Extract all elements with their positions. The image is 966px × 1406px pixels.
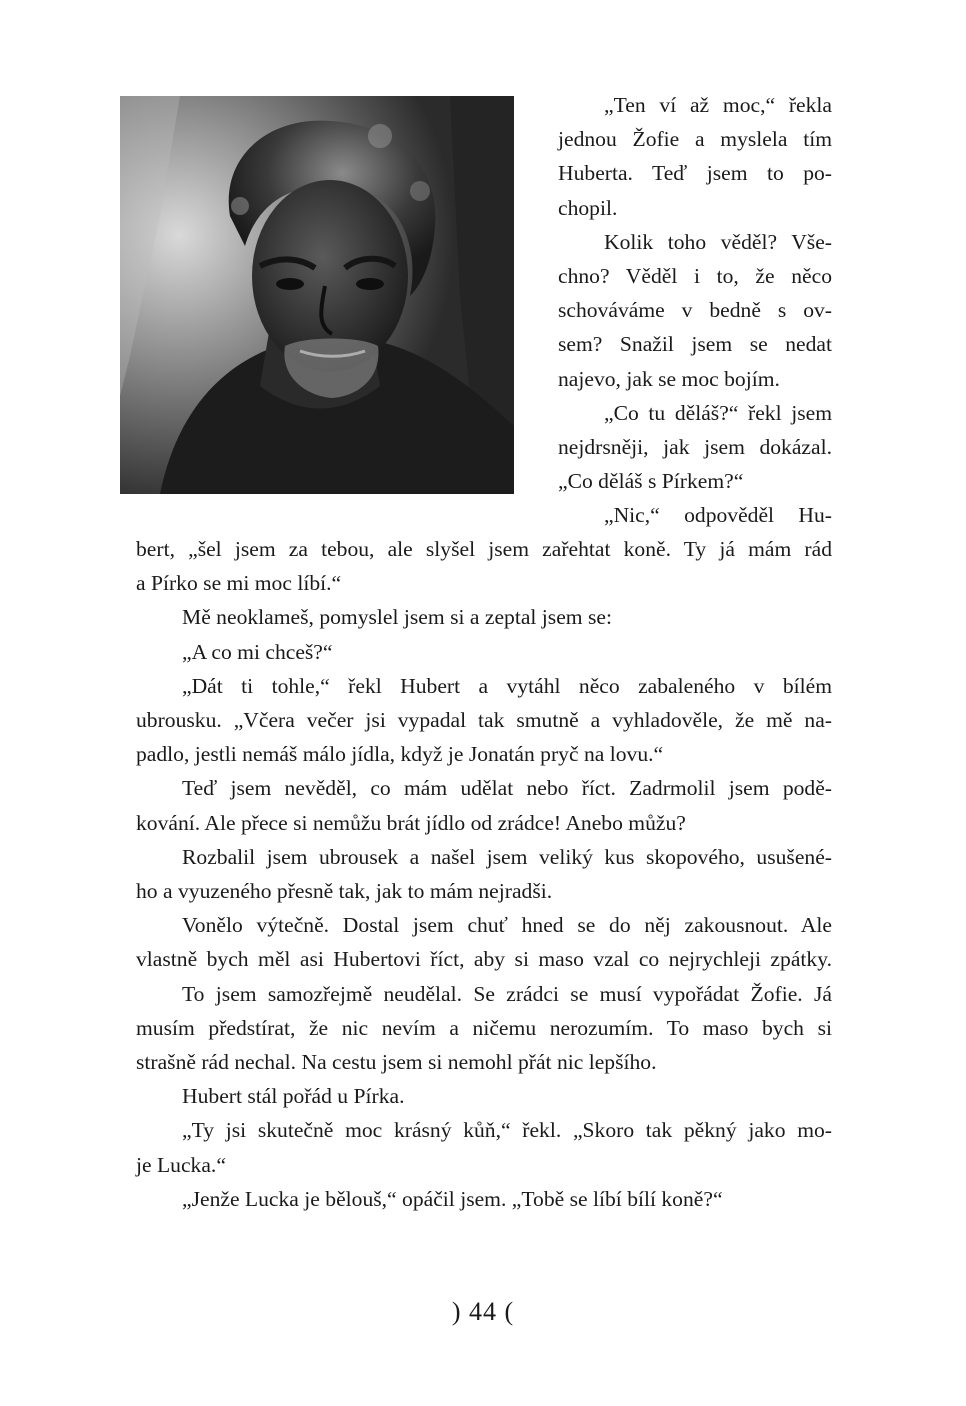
text-line: Huberta. Teď jsem to po- (558, 161, 832, 186)
text-line: Mě neoklameš, pomyslel jsem si a zeptal jsem se: (182, 605, 612, 630)
text-line: strašně rád nechal. Na cestu jsem si nemohl přát nic lepšího. (136, 1050, 657, 1075)
text-line: Rozbalil jsem ubrousek a našel jsem veliký kus skopového, usušené- (182, 844, 832, 869)
text-line: chno? Věděl i to, že něco (558, 264, 832, 289)
text-line: Vonělo výtečně. Dostal jsem chuť hned se do něj zakousnout. Ale (182, 913, 832, 938)
text-line: „A co mi chceš?“ (182, 639, 333, 664)
side-column-text (558, 88, 832, 533)
text-line: „Jenže Lucka je bělouš,“ opáčil jsem. „Tobě se líbí bílí koně?“ (182, 1186, 723, 1211)
text-line: je Lucka.“ (136, 1152, 226, 1177)
text-line: a Pírko se mi moc líbí.“ (136, 571, 342, 596)
text-line: vlastně bych měl asi Hubertovi říct, aby si maso vzal co nejrychleji zpátky. (136, 947, 832, 972)
text-line: ho a vyuzeného přesně tak, jak to mám nejradši. (136, 879, 553, 904)
text-line: sem? Snažil jsem se nedat (558, 332, 832, 357)
portrait-of-bearded-man-icon (120, 96, 514, 494)
text-line: To jsem samozřejmě neudělal. Se zrádci se musí vypořádat Žofie. Já (182, 981, 832, 1006)
text-line: „Co děláš s Pírkem?“ (558, 469, 744, 494)
text-line: chopil. (558, 195, 618, 220)
text-line: nejdrsněji, jak jsem dokázal. (558, 435, 832, 460)
text-line: jednou Žofie a myslela tím (558, 127, 832, 152)
text-line: musím předstírat, že nic nevím a ničemu nerozumím. To maso bych si (136, 1015, 832, 1040)
text-line: „Ty jsi skutečně moc krásný kůň,“ řekl. „Skoro tak pěkný jako mo- (182, 1118, 832, 1143)
text-line: Teď jsem nevěděl, co mám udělat nebo říct. Zadrmolil jsem podě- (182, 776, 832, 801)
text-line: bert, „šel jsem za tebou, ale slyšel jsem zařehtat koně. Ty já mám rád (136, 537, 832, 561)
text-line: Hubert stál pořád u Pírka. (182, 1084, 405, 1109)
text-line: padlo, jestli nemáš málo jídla, když je Jonatán pryč na lovu.“ (136, 742, 664, 767)
body-text (136, 532, 832, 1216)
text-line: najevo, jak se moc bojím. (558, 366, 780, 391)
portrait-illustration (120, 96, 514, 494)
text-line: Kolik toho věděl? Vše- (604, 229, 832, 254)
text-line: ubrousku. „Včera večer jsi vypadal tak smutně a vyhladověle, že mě na- (136, 708, 832, 733)
text-line: kování. Ale přece si nemůžu brát jídlo od zrádce! Anebo můžu? (136, 810, 686, 835)
page-number: ) 44 ( (451, 1297, 515, 1326)
text-line: „Co tu děláš?“ řekl jsem (604, 400, 832, 425)
text-line: „Ten ví až moc,“ řekla (604, 93, 832, 117)
text-line: schováváme v bedně s ov- (558, 298, 832, 323)
text-line: „Dát ti tohle,“ řekl Hubert a vytáhl něco zabaleného v bílém (182, 673, 832, 698)
text-line: „Nic,“ odpověděl Hu- (604, 503, 832, 528)
